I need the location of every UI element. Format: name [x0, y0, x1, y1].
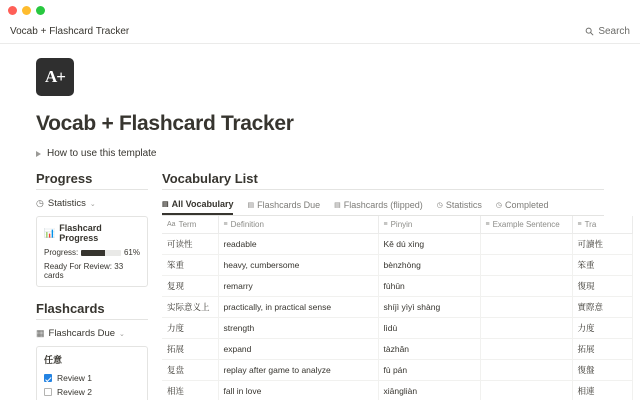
- tab-label: All Vocabulary: [171, 199, 234, 209]
- window-titlebar: [0, 0, 640, 20]
- cell-definition[interactable]: fall in love: [218, 381, 378, 400]
- flashcards-due-database-link[interactable]: [36, 325, 148, 342]
- progress-bar: [81, 250, 121, 256]
- cell-traditional[interactable]: 可讀性: [572, 234, 632, 255]
- column-header-term[interactable]: [162, 216, 218, 234]
- ready-for-review-label: Ready For Review: 33 cards: [44, 262, 124, 280]
- tab-flashcards-flipped[interactable]: [334, 196, 423, 214]
- content-columns: [36, 171, 604, 400]
- column-header-label: Definition: [230, 220, 264, 229]
- column-header-pinyin[interactable]: [378, 216, 480, 234]
- review-option-list: [44, 371, 140, 400]
- search-button[interactable]: [585, 26, 630, 37]
- vocabulary-list-heading: Vocabulary List: [162, 171, 604, 190]
- table-row[interactable]: [162, 255, 632, 276]
- cell-traditional[interactable]: 復盤: [572, 360, 632, 381]
- cell-pinyin[interactable]: bènzhòng: [378, 255, 480, 276]
- cell-traditional[interactable]: 笨重: [572, 255, 632, 276]
- cell-example-sentence[interactable]: [480, 276, 572, 297]
- tab-label: Statistics: [445, 200, 482, 210]
- cell-term[interactable]: 复现: [162, 276, 218, 297]
- cell-example-sentence[interactable]: [480, 381, 572, 400]
- how-to-use-label: How to use this template: [47, 148, 157, 159]
- review-filter-box: [36, 346, 148, 400]
- table-icon: ▤: [162, 201, 169, 208]
- cell-definition[interactable]: practically, in practical sense: [218, 297, 378, 318]
- table-icon: ▤: [247, 202, 255, 209]
- table-row[interactable]: [162, 276, 632, 297]
- search-label: Search: [598, 26, 630, 37]
- review-option-2[interactable]: [44, 385, 140, 399]
- review-option-label: Review 2: [57, 387, 92, 397]
- table-row[interactable]: [162, 297, 632, 318]
- column-header-tra[interactable]: [572, 216, 632, 234]
- cell-example-sentence[interactable]: [480, 318, 572, 339]
- breadcrumb[interactable]: Vocab + Flashcard Tracker: [10, 26, 130, 37]
- cell-term[interactable]: 力度: [162, 318, 218, 339]
- column-header-label: Tra: [584, 220, 597, 229]
- statistics-label: Statistics: [47, 198, 86, 209]
- progress-label: Progress:: [44, 248, 79, 257]
- clock-icon: ◷: [495, 202, 503, 209]
- column-header-label: Pinyin: [390, 220, 413, 229]
- chevron-right-icon[interactable]: [36, 151, 41, 157]
- cell-pinyin[interactable]: fùhūn: [378, 276, 480, 297]
- how-to-use-toggle[interactable]: [36, 148, 604, 159]
- cell-example-sentence[interactable]: [480, 297, 572, 318]
- cell-pinyin[interactable]: fù pán: [378, 360, 480, 381]
- cell-definition[interactable]: strength: [218, 318, 378, 339]
- cell-pinyin[interactable]: lìdù: [378, 318, 480, 339]
- title-icon: Aa: [167, 221, 176, 228]
- filter-title: 任意: [44, 355, 63, 365]
- database-icon: ◷: [36, 198, 44, 208]
- vocabulary-table: [162, 216, 633, 400]
- text-icon: ≡: [383, 221, 388, 228]
- page-icon[interactable]: A+: [36, 58, 74, 96]
- column-header-definition[interactable]: [218, 216, 378, 234]
- cell-example-sentence[interactable]: [480, 234, 572, 255]
- cell-term[interactable]: 可读性: [162, 234, 218, 255]
- cell-definition[interactable]: replay after game to analyze: [218, 360, 378, 381]
- flashcard-progress-card: [36, 216, 148, 287]
- table-icon: ▦: [36, 328, 45, 338]
- cell-traditional[interactable]: 復現: [572, 276, 632, 297]
- cell-pinyin[interactable]: tàzhǎn: [378, 339, 480, 360]
- cell-definition[interactable]: remarry: [218, 276, 378, 297]
- checkbox-icon[interactable]: [44, 388, 52, 396]
- close-window-button[interactable]: [8, 6, 17, 15]
- tab-label: Completed: [505, 200, 549, 210]
- cell-term[interactable]: 相连: [162, 381, 218, 400]
- cell-term[interactable]: 拓展: [162, 339, 218, 360]
- table-row[interactable]: [162, 234, 632, 255]
- tab-all-vocabulary[interactable]: [162, 195, 233, 215]
- cell-definition[interactable]: heavy, cumbersome: [218, 255, 378, 276]
- cell-example-sentence[interactable]: [480, 360, 572, 381]
- table-row[interactable]: [162, 381, 632, 400]
- cell-traditional[interactable]: 力度: [572, 318, 632, 339]
- statistics-database-link[interactable]: [36, 195, 148, 212]
- cell-term[interactable]: 实际意义上: [162, 297, 218, 318]
- cell-definition[interactable]: readable: [218, 234, 378, 255]
- cell-pinyin[interactable]: Kě dú xìng: [378, 234, 480, 255]
- chevron-down-icon[interactable]: ⌄: [89, 200, 96, 208]
- checkbox-icon[interactable]: [44, 374, 52, 382]
- flashcard-progress-title-row: [44, 223, 140, 243]
- table-row[interactable]: [162, 360, 632, 381]
- tab-label: Flashcards (flipped): [343, 200, 423, 210]
- progress-row: [44, 248, 140, 257]
- cell-pinyin[interactable]: shíjì yìyì shàng: [378, 297, 480, 318]
- page-title: Vocab + Flashcard Tracker: [36, 112, 294, 135]
- tab-completed[interactable]: [496, 196, 549, 214]
- cell-example-sentence[interactable]: [480, 339, 572, 360]
- clock-icon: ◷: [436, 202, 443, 209]
- zoom-window-button[interactable]: [36, 6, 45, 15]
- progress-percent: 61%: [123, 248, 140, 257]
- sidebar-column: [36, 171, 148, 400]
- column-header-label: Example Sentence: [492, 220, 560, 229]
- table-row[interactable]: [162, 318, 632, 339]
- review-option-label: Review 1: [57, 373, 92, 383]
- cell-example-sentence[interactable]: [480, 255, 572, 276]
- text-icon: ≡: [577, 221, 582, 228]
- chevron-down-icon[interactable]: ⌄: [119, 330, 125, 338]
- review-option-1[interactable]: [44, 371, 140, 385]
- main-column: [162, 171, 604, 400]
- cell-traditional[interactable]: 實際意: [572, 297, 632, 318]
- traffic-lights: [8, 6, 45, 15]
- cell-traditional[interactable]: 拓展: [572, 339, 632, 360]
- search-icon: [585, 27, 594, 36]
- progress-heading: Progress: [36, 171, 148, 190]
- table-body: [162, 234, 632, 400]
- text-icon: ≡: [223, 221, 228, 228]
- view-tabs: [162, 195, 604, 216]
- cell-term[interactable]: 笨重: [162, 255, 218, 276]
- app-topbar: [0, 20, 640, 44]
- column-header-example-sentence[interactable]: [480, 216, 572, 234]
- table-header-row: [162, 216, 632, 234]
- tab-statistics[interactable]: [437, 196, 482, 214]
- flashcards-due-label: Flashcards Due: [48, 328, 116, 339]
- chart-icon: 📊: [44, 227, 56, 238]
- cell-pinyin[interactable]: xiāngliàn: [378, 381, 480, 400]
- page-content: [0, 58, 640, 400]
- minimize-window-button[interactable]: [22, 6, 31, 15]
- column-header-label: Term: [178, 220, 197, 229]
- text-icon: ≡: [485, 221, 490, 228]
- table-icon: ▤: [334, 202, 341, 209]
- cell-definition[interactable]: expand: [218, 339, 378, 360]
- tab-flashcards-due[interactable]: [247, 196, 320, 214]
- flashcard-progress-title: Flashcard Progress: [59, 223, 102, 243]
- flashcards-heading: Flashcards: [36, 301, 148, 320]
- tab-label: Flashcards Due: [257, 200, 321, 210]
- cell-term[interactable]: 复盘: [162, 360, 218, 381]
- table-row[interactable]: [162, 339, 632, 360]
- cell-traditional[interactable]: 相連: [572, 381, 632, 400]
